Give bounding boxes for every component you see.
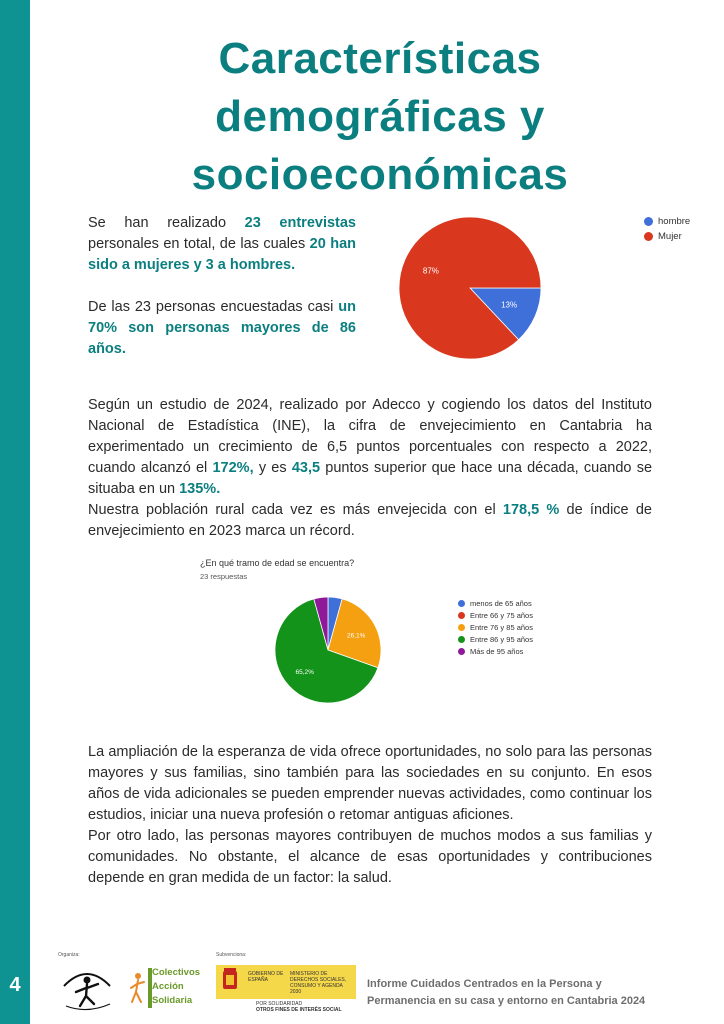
legend-item	[458, 633, 533, 645]
text-run: de índice de envejecimiento en 2023 marca un récord.	[88, 502, 652, 539]
opportunities-paragraph: La ampliación de la esperanza de vida ofrece oportunidades, no solo para las personas mayores y sus familias, sino también para las sociedades en su conjunto. En esos años de vida adicionales se pueden emprender nuevas actividades, como continuar los estudios, iniciar una nueva profesión o retomar antiguas aficiones.	[88, 744, 652, 823]
highlight-text: 23 entrevistas	[244, 215, 357, 231]
legend-swatch	[458, 636, 465, 643]
legend-swatch	[458, 648, 465, 655]
age-pie-chart	[274, 596, 382, 704]
highlight-text: un 70% son personas mayores de 86 años.	[88, 299, 356, 357]
page-number: 4	[9, 974, 21, 996]
legend-label: menos de 65 años	[470, 598, 532, 608]
legend-item	[458, 597, 533, 609]
rural-paragraph	[88, 500, 652, 542]
legend-item	[644, 229, 690, 244]
side-accent-bar	[0, 0, 30, 1024]
cas-logo-text	[152, 966, 200, 1008]
pie-slice-label: 26,1%	[346, 632, 366, 640]
solidarity-line: OTROS FINES DE INTERÉS SOCIAL	[256, 1007, 342, 1013]
legend-label: hombre	[658, 216, 691, 227]
closing-text	[88, 742, 652, 889]
gender-pie-legend	[644, 214, 690, 244]
text-run: De las 23 personas encuestadas casi	[88, 299, 339, 315]
text-run: puntos superior que hace una década, cuando se situaba en un	[88, 460, 653, 497]
gov-name: GOBIERNO DE ESPAÑA	[248, 971, 284, 983]
pie-slice-label: 13%	[501, 300, 518, 310]
text-run: Nuestra población rural cada vez es más envejecida con el	[88, 502, 503, 518]
legend-swatch	[644, 232, 653, 241]
cas-line: Acción	[152, 981, 184, 992]
text-run: y es	[253, 460, 292, 476]
solidarity-line: POR SOLIDARIDAD	[256, 1001, 303, 1007]
legend-label: Entre 66 y 75 años	[470, 610, 533, 620]
highlight-text: 172%,	[212, 460, 254, 476]
text-run: Se han realizado	[88, 215, 245, 231]
legend-label: Más de 95 años	[470, 646, 524, 656]
cas-line: Colectivos	[152, 967, 201, 978]
text-run: Según un estudio de 2024, realizado por Adecco y cogiendo los datos del Instituto Nacional de Estadística (INE), la cifra de envejecimiento en Cantabria ha experimentado un crecimiento de 6,5 puntos porcentuales con respecto a 2022, cuando alcanzó el	[88, 397, 652, 476]
legend-label: Mujer	[658, 231, 682, 242]
organiza-label: Organiza:	[58, 952, 80, 958]
contributions-paragraph: Por otro lado, las personas mayores contribuyen de muchos modos a sus familias y comunidades. No obstante, el alcance de esas oportunidades y contribuciones depende en gran medida de un factor: la salud.	[88, 828, 652, 886]
cas-line: Solidaria	[152, 995, 193, 1006]
highlight-text: 178,5 %	[502, 502, 560, 518]
highlight-text: 43,5	[291, 460, 321, 476]
legend-swatch	[644, 217, 653, 226]
legend-item	[458, 609, 533, 621]
gender-pie-chart	[398, 216, 542, 360]
text-run: personales en total, de las cuales	[88, 236, 310, 252]
age-chart-title: ¿En qué tramo de edad se encuentra?	[200, 558, 355, 568]
highlight-text: 20 han sido a mujeres y 3 a hombres.	[88, 236, 357, 273]
report-title-line: Permanencia en su casa y entorno en Cantabria 2024	[367, 995, 646, 1007]
legend-item	[644, 214, 690, 229]
age-pie-legend	[458, 597, 533, 657]
interviews-paragraph	[88, 213, 356, 276]
pie-slice-label: 87%	[422, 266, 439, 276]
report-title	[367, 976, 645, 1010]
legend-swatch	[458, 624, 465, 631]
page-title	[40, 30, 720, 204]
intro-text	[88, 213, 356, 381]
subvenciona-label: Subvenciona:	[216, 952, 247, 958]
report-title-line: Informe Cuidados Centrados en la Persona y	[367, 978, 602, 990]
asociacion-la-columbeta-logo	[56, 958, 118, 1012]
solidarity-text	[256, 1001, 342, 1013]
age-chart-subtitle: 23 respuestas	[200, 572, 248, 581]
legend-item	[458, 621, 533, 633]
legend-item	[458, 645, 533, 657]
legend-label: Entre 86 y 95 años	[470, 634, 533, 644]
title-line-1: Características	[218, 34, 542, 83]
title-line-2: demográficas y	[215, 92, 545, 141]
study-text	[88, 395, 652, 542]
age-paragraph	[88, 297, 356, 360]
pie-slice-label: 65,2%	[295, 668, 314, 676]
study-paragraph	[88, 395, 652, 500]
spain-crest-icon	[220, 967, 240, 995]
highlight-text: 135%.	[179, 481, 221, 497]
legend-label: Entre 76 y 85 años	[470, 622, 533, 632]
ministry-name: MINISTERIO DE DERECHOS SOCIALES, CONSUMO Y AGENDA 2030	[290, 971, 347, 995]
title-line-3: socioeconómicas	[191, 150, 569, 199]
legend-swatch	[458, 600, 465, 607]
legend-swatch	[458, 612, 465, 619]
